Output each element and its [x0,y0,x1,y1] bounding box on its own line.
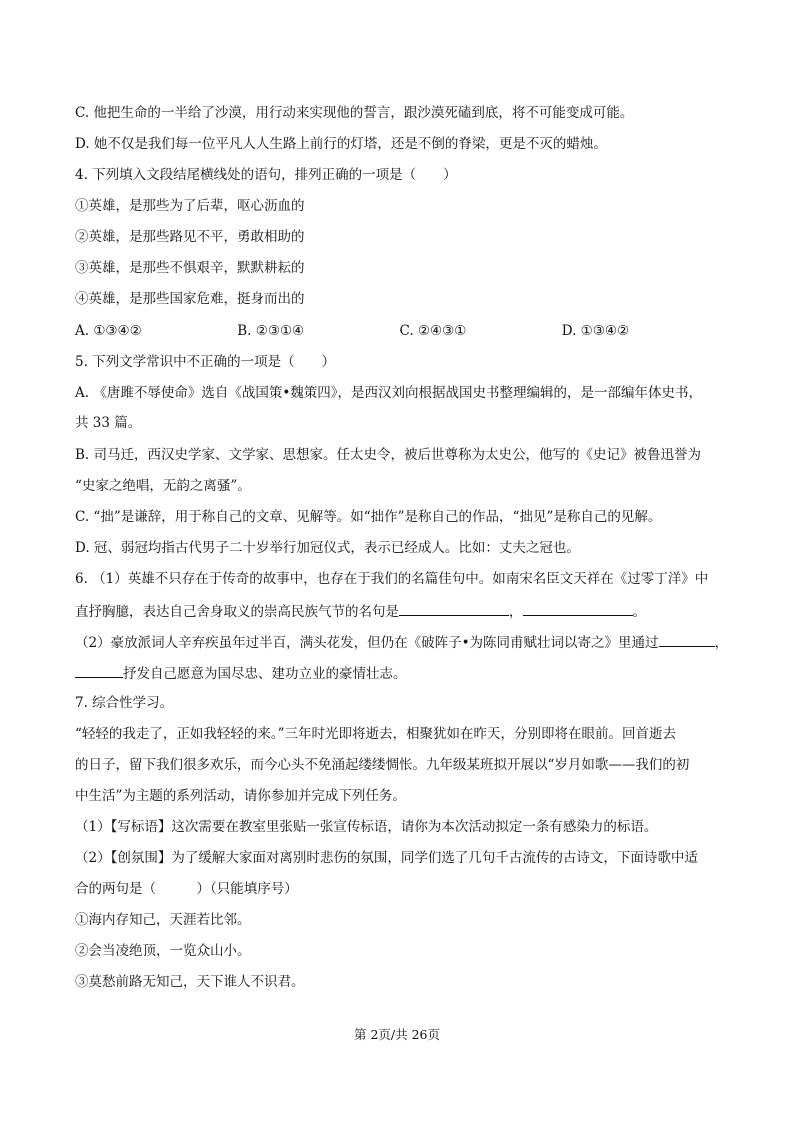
answer-blank[interactable] [75,663,123,678]
question-6-part2-line2 [75,663,724,683]
question-6-part1-line1: 6. （1）英雄不只存在于传奇的故事中，也存在于我们的名篇佳句中。如南宋名臣文天祥在《过零丁洋》中 [75,571,709,587]
q6-comma: ， [714,635,729,651]
q4-options [75,322,724,340]
q6-separator: ， [509,604,523,620]
q6-part1-text: 直抒胸臆，表达自己舍身取义的崇高民族气节的名句是 [75,604,399,620]
q4-item-1: ①英雄，是那些为了后辈，呕心沥血的 [75,198,305,214]
q7-option-3: ③莫愁前路无知己，天下谁人不识君。 [75,974,305,990]
question-6-part1-line2 [75,601,724,621]
q5-option-c: C. “拙”是谦辞，用于称自己的文章、见解等。如“拙作”是称自己的作品，“拙见”是称自己的见解。 [75,509,662,525]
q3-option-c: C. 他把生命的一半给了沙漠，用行动来实现他的誓言，跟沙漠死磕到底，将不可能变成可能。 [75,105,634,121]
q4-option-c: C. ②④③① [399,323,467,339]
question-7: 7. 综合性学习。 [75,695,174,711]
q5-option-d: D. 冠、弱冠均指古代男子二十岁举行加冠仪式，表示已经成人。比如：丈夫之冠也。 [75,540,580,556]
q6-part2-text: （2）豪放派词人辛弃疾虽年过半百，满头花发，但仍在《破阵子•为陈同甫赋壮词以寄之》里通过 [75,635,659,651]
q5-option-b-line1: B. 司马迁，西汉史学家、文学家、思想家。任太史令，被后世尊称为太史公，他写的《史记》被鲁迅誉为 [75,447,702,463]
q5-option-a-line2: 共 33 篇。 [75,415,142,431]
q7-option-2: ②会当凌绝顶，一览众山小。 [75,943,251,959]
answer-blank[interactable] [399,601,509,616]
answer-blank[interactable] [659,632,715,647]
q4-item-4: ④英雄，是那些国家危难，挺身而出的 [75,291,305,307]
q7-task-2-line1: （2）【创氛围】为了缓解大家面对离别时悲伤的氛围，同学们选了几句千古流传的古诗文，下面诗歌中适 [75,850,698,866]
q7-passage-line3: 中生活”为主题的系列活动，请你参加并完成下列任务。 [75,788,406,804]
q5-option-b-line2: “史家之绝唱，无韵之离骚”。 [75,478,251,494]
q7-task-1: （1）【写标语】这次需要在教室里张贴一张宣传标语，请你为本次活动拟定一条有感染力的标语。 [75,819,658,835]
q5-option-a-line1: A. 《唐雎不辱使命》选自《战国策•魏策四》，是西汉刘向根据战国史书整理编辑的，是一部编年体史书， [75,385,703,401]
q7-passage-line2: 的日子，留下我们很多欢乐，而今心头不免涌起缕缕惆怅。九年级某班拟开展以“岁月如歌——我们的初 [75,757,690,773]
q4-item-3: ③英雄，是那些不惧艰辛，默默耕耘的 [75,260,305,276]
answer-blank[interactable] [523,601,633,616]
q4-option-b: B. ②③①④ [237,323,305,339]
question-4: 4. 下列填入文段结尾横线处的语句，排列正确的一项是（ ） [75,167,457,183]
question-6-part2-line1 [75,632,729,652]
q6-period: 。 [632,604,646,620]
q4-option-d: D. ①③④② [561,323,630,339]
q4-item-2: ②英雄，是那些路见不平，勇敢相助的 [75,229,305,245]
question-5: 5. 下列文学常识中不正确的一项是（ ） [75,354,336,370]
page-number: 第 2页/共 26页 [353,1027,441,1042]
q7-passage-line1: “轻轻的我走了，正如我轻轻的来。”三年时光即将逝去，相聚犹如在昨天，分别即将在眼前。回首逝去 [75,726,677,742]
q4-option-a: A. ①③④② [75,323,142,339]
q6-part2-tail: 抒发自己愿意为国尽忠、建功立业的豪情壮志。 [123,666,407,682]
q7-option-1: ①海内存知己，天涯若比邻。 [75,912,251,928]
q7-task-2-line2: 合的两句是（ ）（只能填序号） [75,881,298,897]
q3-option-d: D. 她不仅是我们每一位平凡人人生路上前行的灯塔，还是不倒的脊梁，更是不灭的蜡烛。 [75,136,607,152]
